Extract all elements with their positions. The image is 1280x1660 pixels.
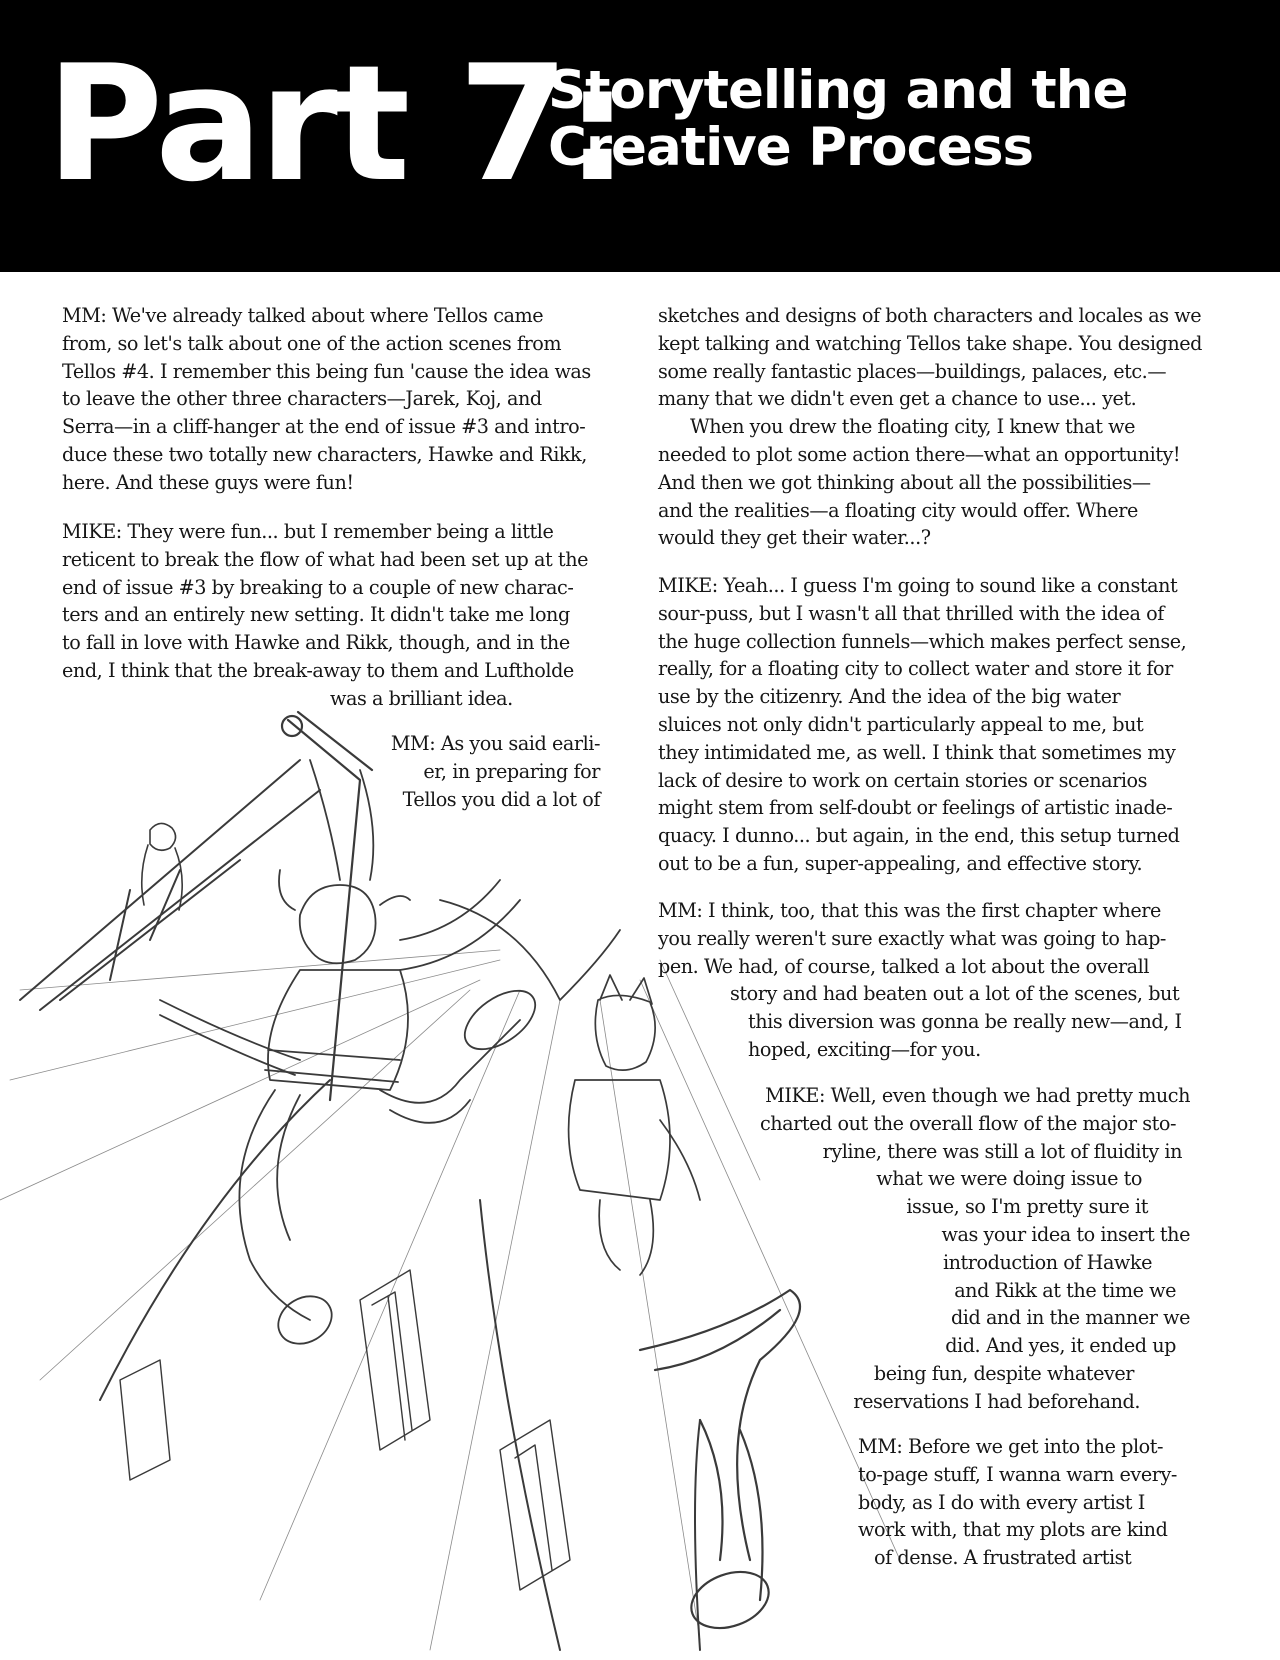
subtitle-line-2: Creative Process — [548, 117, 1034, 179]
text-line: many that we didn't even get a chance to use... yet. — [658, 387, 1137, 411]
text-line: MIKE: They were fun... but I remember being a little — [62, 520, 554, 543]
text-line: ryline, there was still a lot of fluidity in — [822, 1139, 1182, 1163]
text-line: story and had beaten out a lot of the scenes, but — [730, 982, 1180, 1006]
text-line: and Rikk at the time we — [954, 1278, 1176, 1302]
chapter-subtitle — [548, 60, 1128, 179]
structure-edge — [480, 1200, 560, 1650]
text-line: out to be a fun, super-appealing, and effective story. — [658, 851, 1143, 875]
text-line: needed to plot some action there—what an opportunity! — [658, 442, 1181, 466]
text-line: really, for a floating city to collect water and store it for — [658, 657, 1173, 681]
figure-head — [150, 823, 176, 850]
window — [120, 1360, 170, 1480]
text-line: MIKE: Well, even though we had pretty much — [765, 1084, 1190, 1107]
text-line: sour-puss, but I wasn't all that thrilled with the idea of — [658, 601, 1164, 625]
creature-legs — [599, 1200, 653, 1275]
beam-edge — [20, 760, 300, 1000]
right-para-mike-2 — [680, 1082, 1190, 1416]
hero-sword — [160, 1000, 300, 1075]
text-line: reticent to break the flow of what had been set up at the — [62, 547, 589, 571]
subtitle-line-1: Storytelling and the — [548, 60, 1128, 121]
text-line: MIKE: Yeah... I guess I'm going to sound like a constant — [658, 574, 1178, 597]
right-para-mm-continued — [658, 302, 1238, 552]
creature-body — [569, 1080, 670, 1200]
text-line: did. And yes, it ended up — [945, 1334, 1176, 1358]
text-line: er, in preparing for — [423, 759, 600, 783]
creature-head — [595, 995, 655, 1070]
text-line: you really weren't sure exactly what was going to hap- — [658, 926, 1166, 950]
structure-edge — [100, 1080, 330, 1400]
window — [515, 1445, 552, 1570]
text-line: might stem from self-doubt or feelings of artistic inade- — [658, 796, 1173, 820]
text-line: When you drew the floating city, I knew that we — [690, 415, 1135, 439]
text-line: being fun, despite whatever — [873, 1361, 1134, 1385]
left-para-mm-1 — [62, 302, 600, 497]
hero-head — [300, 885, 376, 963]
text-line: lack of desire to work on certain stories or scenarios — [658, 768, 1148, 792]
text-line: work with, that my plots are kind — [858, 1518, 1168, 1542]
hero-hair — [279, 870, 410, 910]
beam-edge — [150, 870, 180, 940]
text-line: they intimidated me, as well. I think that sometimes my — [658, 740, 1176, 764]
text-line: did and in the manner we — [950, 1306, 1190, 1330]
window — [372, 1292, 412, 1440]
text-line: sketches and designs of both characters and locales as we — [658, 304, 1202, 327]
hero-boot — [270, 1287, 340, 1353]
text-line: would they get their water...? — [658, 526, 931, 550]
text-line: MM: As you said earli- — [390, 732, 600, 755]
text-line: sluices not only didn't particularly appeal to me, but — [658, 712, 1144, 736]
beam-edge — [110, 890, 130, 980]
text-line: end, I think that the break-away to them and Luftholde — [62, 658, 574, 682]
text-line: of dense. A frustrated artist — [874, 1546, 1132, 1570]
text-line: here. And these guys were fun! — [62, 470, 354, 494]
text-line: hoped, exciting—for you. — [748, 1037, 981, 1061]
text-line: the huge collection funnels—which makes perfect sense, — [658, 629, 1187, 653]
text-line: Tellos you did a lot of — [402, 787, 600, 811]
text-line: MM: I think, too, that this was the first chapter where — [658, 899, 1161, 922]
text-line: end of issue #3 by breaking to a couple of new charac- — [62, 575, 574, 599]
text-line: to-page stuff, I wanna warn every- — [858, 1462, 1177, 1486]
text-line: introduction of Hawke — [942, 1250, 1152, 1274]
chapter-banner — [0, 0, 1280, 272]
text-line: quacy. I dunno... but again, in the end, this setup turned — [658, 824, 1180, 848]
hero-leg-left — [239, 1090, 310, 1320]
right-para-mike-1 — [658, 572, 1238, 878]
text-line: some really fantastic places—buildings, palaces, etc.— — [658, 359, 1167, 383]
hero-cape — [440, 900, 620, 1000]
text-line: what we were doing issue to — [876, 1167, 1142, 1191]
text-line: issue, so I'm pretty sure it — [906, 1195, 1148, 1219]
text-line: charted out the overall flow of the major sto- — [759, 1111, 1176, 1135]
text-line: and the realities—a floating city would offer. Where — [658, 498, 1138, 522]
text-line: to fall in love with Hawke and Rikk, though, and in the — [62, 631, 570, 655]
text-line: kept talking and watching Tellos take shape. You designed — [658, 331, 1202, 355]
text-line: MM: We've already talked about where Tellos came — [62, 304, 544, 327]
text-line: duce these two totally new characters, Hawke and Rikk, — [62, 442, 587, 466]
text-line: this diversion was gonna be really new—and, I — [748, 1010, 1182, 1034]
part-label: Part 7: — [46, 30, 626, 217]
text-line: MM: Before we get into the plot- — [858, 1435, 1164, 1458]
text-line: from, so let's talk about one of the action scenes from — [62, 331, 562, 355]
left-para-mike-1 — [62, 518, 600, 713]
staff-tip — [282, 716, 302, 736]
text-line: Tellos #4. I remember this being fun 'cause the idea was — [62, 359, 591, 383]
right-para-mm-3 — [858, 1433, 1208, 1572]
text-line: And then we got thinking about all the possibilities— — [658, 470, 1151, 494]
text-line: body, as I do with every artist I — [858, 1490, 1145, 1514]
left-para-mm-2 — [360, 730, 600, 813]
speed-line — [10, 960, 500, 1080]
text-line: ters and an entirely new setting. It didn't take me long — [62, 603, 570, 627]
right-para-mm-2 — [658, 897, 1238, 1064]
text-line: use by the citizenry. And the idea of the big water — [658, 685, 1121, 709]
staff — [288, 720, 360, 1100]
text-line: to leave the other three characters—Jarek, Koj, and — [62, 387, 542, 411]
text-line: pen. We had, of course, talked a lot about the overall — [658, 954, 1150, 978]
structure-edge — [695, 1420, 700, 1650]
text-line: was your idea to insert the — [941, 1222, 1190, 1246]
text-line: was a brilliant idea. — [330, 686, 513, 710]
text-line: reservations I had beforehand. — [853, 1389, 1140, 1413]
hero-leg-right — [380, 1020, 520, 1123]
text-line: Serra—in a cliff-hanger at the end of issue #3 and intro- — [62, 415, 586, 439]
